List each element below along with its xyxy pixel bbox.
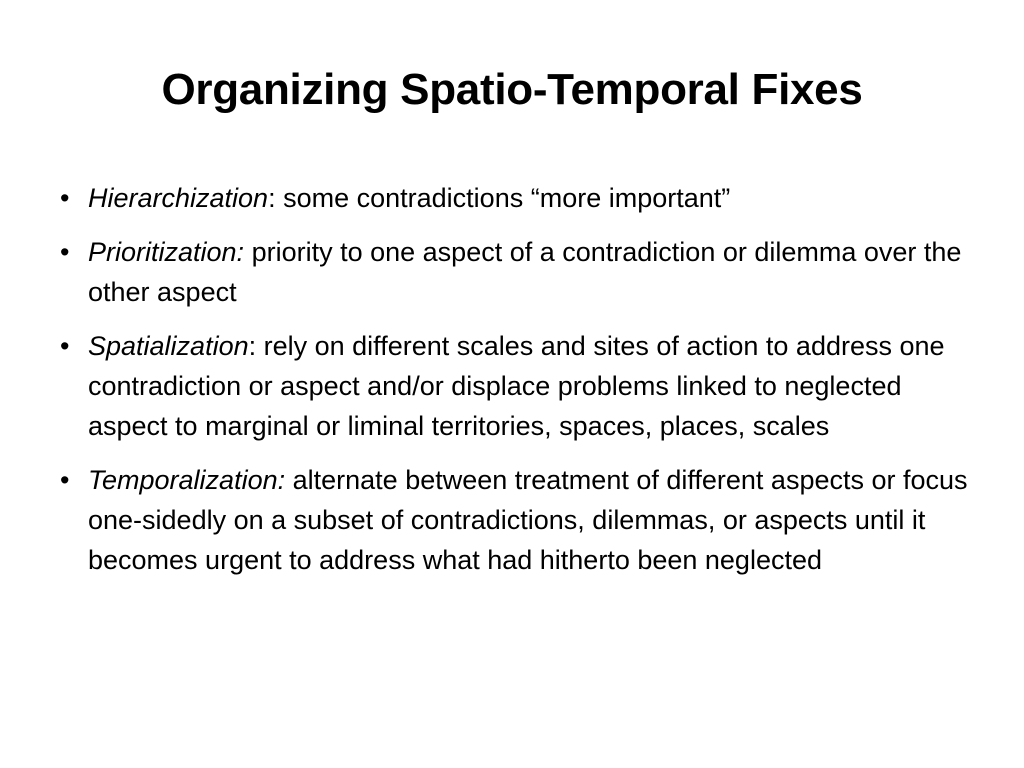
bullet-term: Hierarchization: [88, 183, 269, 213]
bullet-term: Prioritization:: [88, 237, 245, 267]
bullet-dot: •: [60, 465, 70, 495]
bullet-separator: :: [268, 183, 284, 213]
bullet-list: [56, 178, 976, 594]
bullet-dot: •: [60, 331, 70, 361]
bullet-separator: :: [248, 331, 264, 361]
bullet-dot: •: [60, 183, 70, 213]
bullet-text: rely on different scales and sites of action to address one contradiction or aspect and/or displace problems linked to neglected aspect to marginal or liminal territories, spaces, places, scales: [88, 331, 945, 441]
slide-title: Organizing Spatio-Temporal Fixes: [161, 65, 863, 114]
bullet-separator: [244, 237, 252, 267]
bullet-item-spatialization: [56, 326, 976, 446]
bullet-item-prioritization: [56, 232, 976, 312]
bullet-term: Temporalization:: [88, 465, 286, 495]
bullet-text: priority to one aspect of a contradiction or dilemma over the other aspect: [88, 237, 962, 307]
bullet-item-hierarchization: [56, 178, 976, 218]
bullet-text: alternate between treatment of different aspects or focus one-sidedly on a subset of contradictions, dilemmas, or aspects until it becomes urgent to address what had hitherto been neglected: [88, 465, 968, 575]
bullet-item-temporalization: [56, 460, 976, 580]
bullet-term: Spatialization: [88, 331, 249, 361]
bullet-text: some contradictions “more important”: [283, 183, 731, 213]
bullet-dot: •: [60, 237, 70, 267]
bullet-separator: [285, 465, 293, 495]
